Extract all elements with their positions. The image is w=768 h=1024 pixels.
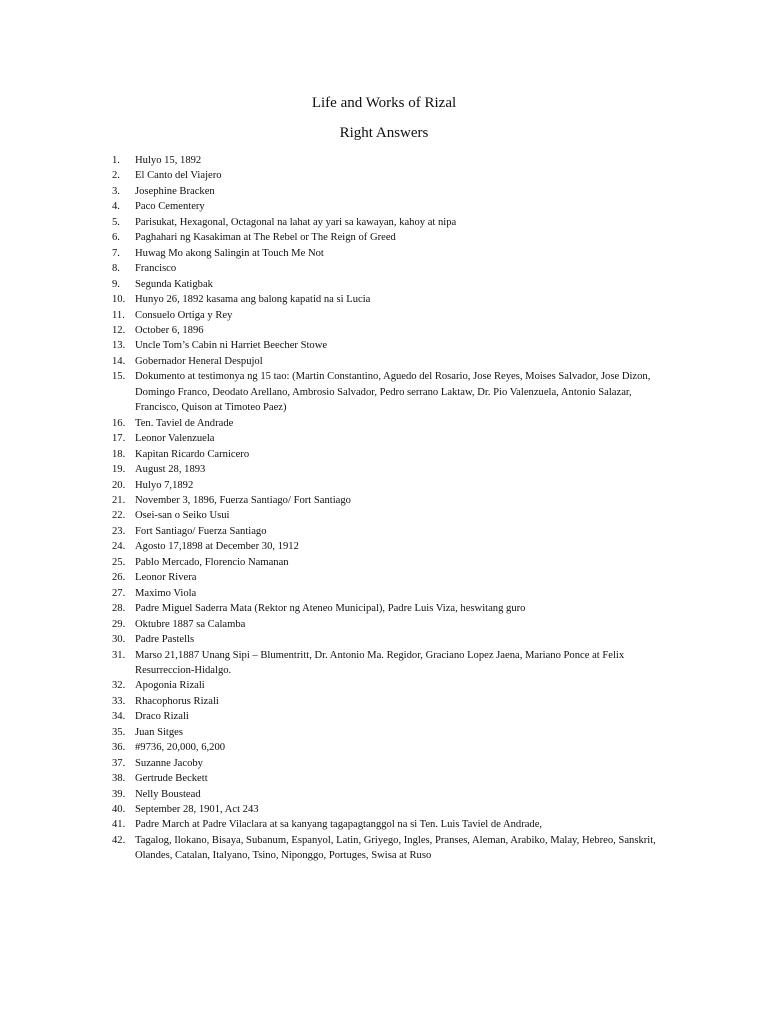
list-item-number: 8.	[112, 263, 120, 275]
list-item-number: 16.	[112, 417, 126, 429]
list-item-text: Dokumento at testimonya ng 15 tao: (Martin Constantino, Aguedo del Rosario, Jose Reyes, Moises Salvador, Jose Dizon, Domingo Franco, Deodato Arellano, Ambrosio Salvador, Pedro serrano Laktaw, Dr. Pio Valenzuela, Antonio Salazar, Francisco, Quison at Timoteo Paez)	[135, 371, 651, 414]
list-item-text: November 3, 1896, Fuerza Santiago/ Fort Santiago	[135, 494, 351, 506]
list-item	[112, 632, 672, 647]
list-item	[112, 153, 672, 168]
list-item-text: Juan Sitges	[135, 726, 183, 738]
list-item-text: Agosto 17,1898 at December 30, 1912	[135, 541, 299, 553]
list-item-number: 27.	[112, 587, 126, 599]
list-item-text: September 28, 1901, Act 243	[135, 804, 259, 816]
list-item	[112, 431, 672, 446]
list-item	[112, 354, 672, 369]
list-item	[112, 215, 672, 230]
list-item-text: Padre Miguel Saderra Mata (Rektor ng Ateneo Municipal), Padre Luis Viza, heswitang guro	[135, 603, 526, 615]
list-item	[112, 277, 672, 292]
list-item-number: 7.	[112, 247, 120, 259]
list-item-number: 28.	[112, 603, 126, 615]
list-item	[112, 694, 672, 709]
list-item-number: 31.	[112, 649, 126, 661]
list-item-text: Tagalog, Ilokano, Bisaya, Subanum, Espanyol, Latin, Griyego, Ingles, Pranses, Aleman, Arabiko, Malay, Hebreo, Sanskrit, Olandes, Catalan, Italyano, Tsino, Niponggo, Portuges, Swisa at Ruso	[135, 834, 656, 862]
list-item	[112, 740, 672, 755]
list-item	[112, 787, 672, 802]
list-item-number: 5.	[112, 216, 120, 228]
list-item	[112, 817, 672, 832]
list-item	[112, 261, 672, 276]
list-item	[112, 338, 672, 353]
list-item	[112, 524, 672, 539]
list-item-text: Suzanne Jacoby	[135, 757, 203, 769]
list-item	[112, 292, 672, 307]
list-item-text: October 6, 1896	[135, 324, 204, 336]
list-item-number: 6.	[112, 232, 120, 244]
list-item	[112, 308, 672, 323]
list-item-number: 34.	[112, 711, 126, 723]
list-item-number: 17.	[112, 433, 126, 445]
list-item-number: 13.	[112, 340, 126, 352]
list-item-number: 20.	[112, 479, 126, 491]
list-item-number: 42.	[112, 834, 126, 846]
list-item-text: Nelly Boustead	[135, 788, 201, 800]
list-item	[112, 539, 672, 554]
list-item-text: Hulyo 15, 1892	[135, 155, 202, 166]
list-item	[112, 678, 672, 693]
list-item	[112, 447, 672, 462]
list-item	[112, 725, 672, 740]
list-item-number: 37.	[112, 757, 126, 769]
list-item-number: 2.	[112, 170, 120, 182]
list-item-text: Leonor Rivera	[135, 572, 197, 584]
list-item-number: 3.	[112, 185, 120, 197]
list-item-number: 11.	[112, 309, 125, 321]
list-item-text: Paco Cementery	[135, 201, 205, 213]
list-item-number: 21.	[112, 494, 126, 506]
list-item-text: Segunda Katigbak	[135, 278, 213, 290]
list-item-number: 35.	[112, 726, 126, 738]
list-item-number: 4.	[112, 201, 120, 213]
list-item-number: 26.	[112, 572, 126, 584]
document-subtitle: Right Answers	[339, 125, 429, 141]
list-item-text: Rhacophorus Rizali	[135, 695, 219, 707]
list-item-text: El Canto del Viajero	[135, 170, 222, 182]
list-item-number: 19.	[112, 464, 126, 476]
list-item	[112, 771, 672, 786]
list-item	[112, 756, 672, 771]
list-item-text: Francisco	[135, 263, 177, 275]
list-item	[112, 246, 672, 261]
list-item-number: 12.	[112, 324, 126, 336]
list-item-text: Consuelo Ortiga y Rey	[135, 309, 233, 321]
list-item-number: 38.	[112, 773, 126, 785]
list-item-number: 14.	[112, 355, 126, 367]
list-item-text: Gobernador Heneral Despujol	[135, 355, 263, 367]
list-item	[112, 168, 672, 183]
list-item	[112, 586, 672, 601]
list-item	[112, 462, 672, 477]
list-item	[112, 478, 672, 493]
list-item-number: 30.	[112, 634, 126, 646]
list-item-number: 1.	[112, 155, 120, 166]
list-item-number: 36.	[112, 742, 126, 754]
list-item	[112, 648, 672, 679]
list-item-number: 32.	[112, 680, 126, 692]
list-item	[112, 601, 672, 616]
list-item-text: Marso 21,1887 Unang Sipi – Blumentritt, Dr. Antonio Ma. Regidor, Graciano Lopez Jaena, Mariano Ponce at Felix Resurreccion-Hidalgo.	[135, 649, 625, 676]
list-item-number: 25.	[112, 556, 126, 568]
list-item	[112, 508, 672, 523]
list-item-number: 33.	[112, 695, 126, 707]
list-item-text: Fort Santiago/ Fuerza Santiago	[135, 525, 267, 537]
list-item-number: 39.	[112, 788, 126, 800]
list-item	[112, 493, 672, 508]
list-item	[112, 184, 672, 199]
list-item-number: 23.	[112, 525, 126, 537]
list-item-text: Uncle Tom’s Cabin ni Harriet Beecher Stowe	[135, 340, 328, 352]
list-item-number: 41.	[112, 819, 126, 831]
list-item	[112, 617, 672, 632]
list-item-text: #9736, 20,000, 6,200	[135, 742, 226, 754]
list-item-number: 24.	[112, 541, 126, 553]
list-item-text: Ten. Taviel de Andrade	[135, 417, 234, 429]
list-item	[112, 416, 672, 431]
list-item-text: Draco Rizali	[135, 711, 189, 723]
list-item-text: Josephine Bracken	[135, 185, 215, 197]
list-item-text: Gertrude Beckett	[135, 773, 208, 785]
list-item-text: Osei-san o Seiko Usui	[135, 510, 230, 522]
list-item-text: Oktubre 1887 sa Calamba	[135, 618, 246, 630]
list-item-number: 22.	[112, 510, 126, 522]
list-item-text: Huwag Mo akong Salingin at Touch Me Not	[135, 247, 324, 259]
list-item-number: 15.	[112, 371, 126, 383]
list-item	[112, 570, 672, 585]
list-item-number: 40.	[112, 804, 126, 816]
list-item	[112, 323, 672, 338]
list-item-number: 18.	[112, 448, 126, 460]
list-item-text: Parisukat, Hexagonal, Octagonal na lahat ay yari sa kawayan, kahoy at nipa	[135, 216, 457, 228]
list-item	[112, 199, 672, 214]
list-item-text: Hunyo 26, 1892 kasama ang balong kapatid na si Lucia	[135, 294, 371, 306]
answer-list	[112, 153, 672, 864]
list-item	[112, 802, 672, 817]
list-item-text: Padre Pastells	[135, 634, 195, 646]
list-item-text: August 28, 1893	[135, 464, 206, 476]
list-item	[112, 555, 672, 570]
list-item	[112, 833, 672, 864]
list-item-text: Kapitan Ricardo Carnicero	[135, 448, 250, 460]
list-item-text: Paghahari ng Kasakiman at The Rebel or The Reign of Greed	[135, 232, 396, 244]
list-item-text: Maximo Viola	[135, 587, 197, 599]
document-title: Life and Works of Rizal	[311, 95, 457, 111]
list-item-text: Apogonia Rizali	[135, 680, 205, 692]
list-item-text: Pablo Mercado, Florencio Namanan	[135, 556, 289, 568]
list-item-text: Padre March at Padre Vilaclara at sa kanyang tagapagtanggol na si Ten. Luis Taviel de Andrade,	[135, 819, 543, 831]
list-item-number: 9.	[112, 278, 120, 290]
list-item-text: Leonor Valenzuela	[135, 433, 215, 445]
list-item	[112, 709, 672, 724]
list-item-text: Hulyo 7,1892	[135, 479, 194, 491]
list-item-number: 10.	[112, 294, 126, 306]
list-item-number: 29.	[112, 618, 126, 630]
list-item	[112, 230, 672, 245]
list-item	[112, 369, 672, 415]
